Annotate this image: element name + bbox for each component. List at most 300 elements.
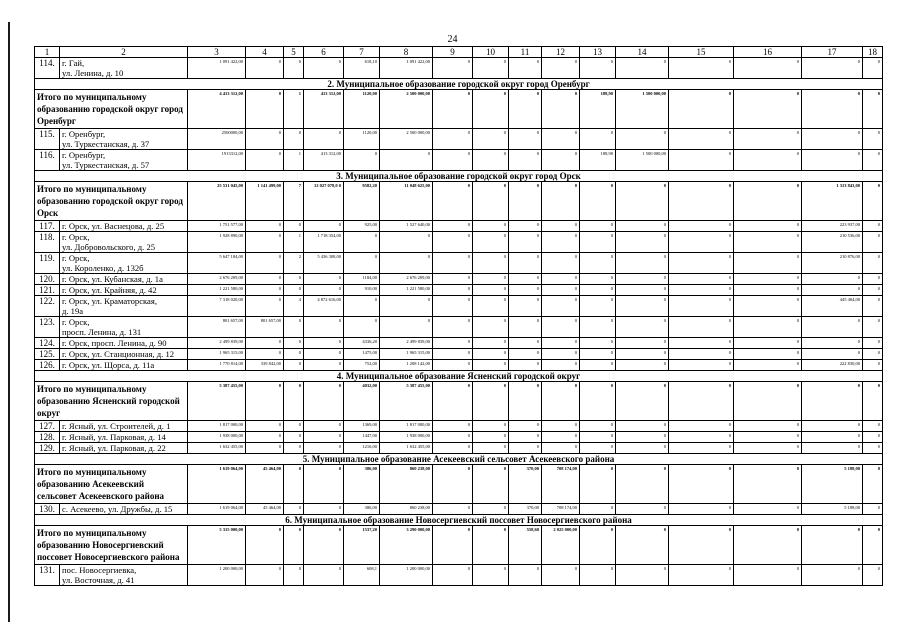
value-cell: 0 (246, 150, 284, 171)
value-cell: 0 (616, 349, 669, 360)
address-cell (60, 504, 188, 515)
value-cell: 0 (542, 150, 580, 171)
address-cell (60, 58, 188, 79)
value-cell: 1 751 577,00 (188, 221, 246, 232)
value-cell: 0 (344, 317, 380, 338)
value-cell: 0 (246, 274, 284, 285)
value-cell: 0 (473, 382, 509, 421)
value-cell: 0 (616, 253, 669, 274)
value-cell: 0 (734, 443, 802, 454)
value-cell: 0 (734, 232, 802, 253)
value-cell: 9582,20 (344, 182, 380, 221)
value-cell: 0 (304, 274, 344, 285)
value-cell: 0 (509, 274, 542, 285)
column-number: 10 (473, 47, 509, 58)
value-cell: 0 (246, 129, 284, 150)
address-cell (60, 285, 188, 296)
value-cell: 0 (473, 360, 509, 371)
value-cell: 0 (246, 443, 284, 454)
value-cell: 0 (509, 349, 542, 360)
value-cell: 0 (473, 90, 509, 129)
value-cell: 0 (380, 150, 433, 171)
value-cell: 0 (304, 443, 344, 454)
table-row (35, 443, 883, 454)
subtotal-label: Итого по муниципальному образованию Асекеевский сельсовет Асекеевского района (35, 465, 188, 504)
column-number: 1 (35, 47, 60, 58)
value-cell: 0 (669, 274, 734, 285)
value-cell: 910,00 (344, 285, 380, 296)
value-cell: 0 (802, 317, 863, 338)
value-cell: 413 312,00 (304, 90, 344, 129)
value-cell: 0 (863, 182, 883, 221)
value-cell: 0 (802, 443, 863, 454)
value-cell: 4032,00 (344, 382, 380, 421)
column-number: 15 (669, 47, 734, 58)
value-cell: 0 (509, 338, 542, 349)
subtotal-label: Итого по муниципальному образованию Ясненский городской округ (35, 382, 188, 421)
section-title: 6. Муниципальное образование Новосергиевский поссовет Новосергиевского района (35, 515, 883, 526)
value-cell: 0 (863, 338, 883, 349)
value-cell: 1 200 000,00 (188, 565, 246, 586)
table-row (35, 221, 883, 232)
value-cell: 0 (734, 274, 802, 285)
value-cell: 0 (669, 349, 734, 360)
column-number: 18 (863, 47, 883, 58)
value-cell: 0 (473, 150, 509, 171)
value-cell: 0 (433, 90, 473, 129)
column-number: 8 (380, 47, 433, 58)
value-cell: 0 (734, 465, 802, 504)
value-cell: 0 (344, 232, 380, 253)
value-cell: 0 (509, 129, 542, 150)
value-cell: 0 (433, 232, 473, 253)
value-cell: 0 (734, 317, 802, 338)
value-cell: 0 (580, 253, 616, 274)
subtotal-row (35, 465, 883, 504)
value-cell: 0 (433, 432, 473, 443)
value-cell: 0 (304, 504, 344, 515)
address-cell (60, 150, 188, 171)
value-cell: 0 (304, 317, 344, 338)
value-cell: 0 (509, 232, 542, 253)
value-cell: 0 (580, 338, 616, 349)
table-row (35, 129, 883, 150)
address-line: д. 19а (62, 306, 84, 316)
value-cell: 5 387 455,00 (380, 382, 433, 421)
value-cell: 0 (433, 285, 473, 296)
value-cell: 0 (509, 182, 542, 221)
value-cell: 0 (616, 232, 669, 253)
subtotal-row (35, 382, 883, 421)
value-cell: 0 (802, 129, 863, 150)
value-cell: 1 500 000,00 (616, 90, 669, 129)
value-cell: 0 (542, 421, 580, 432)
value-cell: 0 (580, 382, 616, 421)
value-cell: 708 174,00 (542, 465, 580, 504)
value-cell: 0 (304, 129, 344, 150)
section-heading-row (35, 454, 883, 465)
value-cell: 0 (509, 382, 542, 421)
value-cell: 0 (509, 565, 542, 586)
value-cell: 0 (542, 274, 580, 285)
value-cell: 0 (542, 349, 580, 360)
value-cell: 0 (863, 221, 883, 232)
value-cell: 0 (616, 360, 669, 371)
value-cell: 0 (509, 421, 542, 432)
value-cell: 0 (734, 432, 802, 443)
value-cell: 0 (509, 360, 542, 371)
section-heading-row (35, 171, 883, 182)
value-cell: 0 (473, 526, 509, 565)
address-cell (60, 432, 188, 443)
address-line: г. Ясный, ул. Строителей, д. 1 (62, 421, 171, 431)
address-line: пос. Новосергиевка, (62, 565, 137, 575)
column-number: 14 (616, 47, 669, 58)
value-cell: 0 (542, 360, 580, 371)
address-line: г. Орск, просп. Ленина, д. 90 (62, 338, 167, 348)
value-cell: 0 (246, 285, 284, 296)
value-cell: 1 141 499,00 (246, 182, 284, 221)
value-cell: 2 (284, 253, 304, 274)
value-cell: 2 676 209,00 (188, 274, 246, 285)
value-cell: 0 (669, 443, 734, 454)
value-cell: 0 (616, 338, 669, 349)
value-cell: 0 (284, 274, 304, 285)
value-cell: 0 (304, 285, 344, 296)
value-cell: 708 174,00 (542, 504, 580, 515)
value-cell: 0 (580, 58, 616, 79)
value-cell: 0 (580, 443, 616, 454)
section-heading-row (35, 79, 883, 90)
value-cell: 0 (616, 382, 669, 421)
value-cell: 210 876,00 (802, 253, 863, 274)
value-cell: 0 (580, 274, 616, 285)
value-cell: 210 536,00 (802, 232, 863, 253)
value-cell: 0 (669, 317, 734, 338)
value-cell: 0 (433, 221, 473, 232)
value-cell: 0 (802, 421, 863, 432)
value-cell: 0 (580, 526, 616, 565)
value-cell: 0 (734, 421, 802, 432)
value-cell: 2 676 209,00 (380, 274, 433, 285)
value-cell: 0 (246, 232, 284, 253)
value-cell: 0 (802, 382, 863, 421)
value-cell: 860 238,00 (380, 504, 433, 515)
value-cell: 0 (509, 150, 542, 171)
value-cell: 0 (802, 274, 863, 285)
value-cell: 0 (380, 296, 433, 317)
value-cell: 0 (863, 504, 883, 515)
value-cell: 0 (380, 253, 433, 274)
value-cell: 0 (304, 565, 344, 586)
value-cell: 0 (802, 526, 863, 565)
value-cell: 1 200 000,00 (380, 565, 433, 586)
column-number: 6 (304, 47, 344, 58)
subtotal-row (35, 526, 883, 565)
value-cell: 0 (284, 465, 304, 504)
column-number: 2 (60, 47, 188, 58)
value-cell: 1475,00 (344, 349, 380, 360)
value-cell: 1216,00 (344, 443, 380, 454)
value-cell: 0 (380, 317, 433, 338)
value-cell: 45 464,00 (246, 504, 284, 515)
value-cell: 0 (246, 421, 284, 432)
value-cell: 0 (542, 443, 580, 454)
value-cell: 0 (304, 349, 344, 360)
value-cell: 0 (304, 526, 344, 565)
value-cell: 0 (616, 443, 669, 454)
value-cell: 0 (669, 285, 734, 296)
data-table (34, 46, 883, 586)
table-row (35, 274, 883, 285)
table-row (35, 338, 883, 349)
value-cell: 0 (734, 253, 802, 274)
address-line: ул. Туркестанская, д. 37 (62, 139, 150, 149)
value-cell: 1 965 315,00 (380, 349, 433, 360)
value-cell: 1 938 000,00 (188, 432, 246, 443)
row-number: 114. (35, 58, 60, 79)
column-number: 11 (509, 47, 542, 58)
value-cell: 0 (473, 296, 509, 317)
value-cell: 0 (580, 221, 616, 232)
address-cell (60, 296, 188, 317)
value-cell: 0 (284, 443, 304, 454)
value-cell: 0 (284, 382, 304, 421)
value-cell: 0 (802, 285, 863, 296)
value-cell: 0 (304, 421, 344, 432)
value-cell: 0 (246, 253, 284, 274)
value-cell: 4336,20 (344, 338, 380, 349)
value-cell: 801 657,00 (246, 317, 284, 338)
value-cell: 0 (284, 338, 304, 349)
value-cell: 0 (246, 296, 284, 317)
address-line: г. Орск, ул. Васнецова, д. 25 (62, 221, 165, 231)
value-cell: 0 (669, 421, 734, 432)
value-cell: 0 (344, 253, 380, 274)
value-cell: 0 (433, 253, 473, 274)
value-cell: 0 (863, 443, 883, 454)
value-cell: 1 770 814,00 (188, 360, 246, 371)
address-cell (60, 129, 188, 150)
value-cell: 0 (669, 182, 734, 221)
value-cell: 0 (734, 129, 802, 150)
value-cell: 0 (802, 432, 863, 443)
value-cell: 413 312,00 (304, 150, 344, 171)
value-cell: 801 657,00 (188, 317, 246, 338)
value-cell: 5 188,00 (802, 465, 863, 504)
value-cell: 370,00 (509, 465, 542, 504)
value-cell: 752,00 (344, 360, 380, 371)
value-cell: 0 (473, 221, 509, 232)
value-cell: 0 (542, 338, 580, 349)
subtotal-row (35, 182, 883, 221)
value-cell: 4 872 616,00 (304, 296, 344, 317)
value-cell: 0 (863, 382, 883, 421)
address-line: г. Ясный, ул. Парковая, д. 22 (62, 443, 166, 453)
value-cell: 0 (473, 565, 509, 586)
value-cell: 0 (863, 360, 883, 371)
value-cell: 2 025 000,00 (542, 526, 580, 565)
address-cell (60, 349, 188, 360)
value-cell: 223 937,00 (802, 221, 863, 232)
value-cell: 0 (669, 338, 734, 349)
column-number: 16 (734, 47, 802, 58)
value-cell: 0 (669, 221, 734, 232)
value-cell: 0 (284, 58, 304, 79)
value-cell: 0 (304, 360, 344, 371)
subtotal-label: Итого по муниципальному образованию Новосергиевский поссовет Новосергиевского района (35, 526, 188, 565)
value-cell: 0 (863, 58, 883, 79)
value-cell: 0 (863, 285, 883, 296)
value-cell: 0 (304, 221, 344, 232)
value-cell: 0 (246, 565, 284, 586)
value-cell: 0 (616, 504, 669, 515)
address-cell (60, 360, 188, 371)
value-cell: 0 (580, 565, 616, 586)
value-cell: 0 (734, 526, 802, 565)
table-row (35, 150, 883, 171)
value-cell: 386,00 (344, 504, 380, 515)
value-cell: 0 (246, 382, 284, 421)
value-cell: 0 (863, 526, 883, 565)
value-cell: 1537,20 (344, 526, 380, 565)
value-cell: 0 (246, 432, 284, 443)
value-cell: 1 632 455,00 (380, 443, 433, 454)
value-cell: 222 830,00 (802, 360, 863, 371)
value-cell: 0 (433, 129, 473, 150)
value-cell: 0 (542, 182, 580, 221)
value-cell: 0 (284, 129, 304, 150)
value-cell: 2 500 000,00 (380, 129, 433, 150)
table-row (35, 360, 883, 371)
address-line: ул. Короленко, д. 132б (62, 263, 144, 273)
value-cell: 0 (509, 296, 542, 317)
row-number: 128. (35, 432, 60, 443)
subtotal-label: Итого по муниципальному образованию городской округ город Орск (35, 182, 188, 221)
address-line: ул. Туркестанская, д. 57 (62, 160, 150, 170)
value-cell: 0 (616, 182, 669, 221)
value-cell: 0 (734, 504, 802, 515)
value-cell: 0 (802, 90, 863, 129)
value-cell: 0 (734, 221, 802, 232)
address-cell (60, 221, 188, 232)
address-cell (60, 253, 188, 274)
value-cell: 7 (284, 182, 304, 221)
value-cell: 0 (433, 421, 473, 432)
value-cell: 0 (580, 317, 616, 338)
address-line: ул. Добровольского, д. 25 (62, 242, 156, 252)
address-line: г. Орск, ул. Крайняя, д. 42 (62, 285, 157, 295)
value-cell: 0 (734, 382, 802, 421)
value-cell: 558,60 (509, 526, 542, 565)
section-title: 3. Муниципальное образование городской округ город Орск (35, 171, 883, 182)
value-cell: 0 (802, 565, 863, 586)
subtotal-row (35, 90, 883, 129)
value-cell: 0 (284, 504, 304, 515)
value-cell: 0 (669, 253, 734, 274)
value-cell: 0 (473, 349, 509, 360)
section-title: 2. Муниципальное образование городской округ город Оренбург (35, 79, 883, 90)
value-cell: 0 (304, 432, 344, 443)
address-cell (60, 443, 188, 454)
address-cell (60, 338, 188, 349)
value-cell: 0 (284, 317, 304, 338)
value-cell: 0 (284, 349, 304, 360)
value-cell: 188,90 (580, 90, 616, 129)
address-line: г. Ясный, ул. Парковая, д. 14 (62, 432, 166, 442)
table-row (35, 253, 883, 274)
table-row (35, 232, 883, 253)
table-row (35, 504, 883, 515)
value-cell: 0 (473, 129, 509, 150)
table-row (35, 421, 883, 432)
value-cell: 0 (509, 90, 542, 129)
value-cell: 0 (863, 129, 883, 150)
value-cell: 0 (284, 221, 304, 232)
row-number: 130. (35, 504, 60, 515)
value-cell: 0 (433, 150, 473, 171)
value-cell: 445 404,00 (802, 296, 863, 317)
value-cell: 0 (734, 296, 802, 317)
value-cell: 0 (246, 349, 284, 360)
column-number: 7 (344, 47, 380, 58)
value-cell: 0 (509, 221, 542, 232)
value-cell: 0 (473, 338, 509, 349)
value-cell: 1 (284, 150, 304, 171)
value-cell: 1 965 315,00 (188, 349, 246, 360)
value-cell: 0 (542, 285, 580, 296)
value-cell: 0 (669, 129, 734, 150)
value-cell: 0 (616, 285, 669, 296)
value-cell: 0 (433, 382, 473, 421)
value-cell: 0 (284, 360, 304, 371)
value-cell: 0 (669, 150, 734, 171)
column-number: 12 (542, 47, 580, 58)
value-cell: 0 (473, 232, 509, 253)
value-cell: 0 (669, 90, 734, 129)
value-cell: 0 (304, 58, 344, 79)
address-line: ул. Восточная, д. 41 (62, 575, 135, 585)
value-cell: 1 619 064,00 (188, 504, 246, 515)
value-cell: 0 (734, 58, 802, 79)
value-cell: 0 (863, 296, 883, 317)
value-cell: 0 (580, 465, 616, 504)
address-line: г. Орск, ул. Краматорская, (62, 296, 157, 306)
value-cell: 0 (473, 421, 509, 432)
value-cell: 25 531 045,00 (188, 182, 246, 221)
value-cell: 0 (473, 285, 509, 296)
section-heading-row (35, 371, 883, 382)
value-cell: 0 (509, 285, 542, 296)
value-cell: 2 499 839,00 (380, 338, 433, 349)
value-cell: 1369,00 (344, 421, 380, 432)
value-cell: 1913312,00 (188, 150, 246, 171)
value-cell: 0 (616, 296, 669, 317)
value-cell: 0 (734, 150, 802, 171)
value-cell: 0 (734, 349, 802, 360)
value-cell: 0 (802, 349, 863, 360)
value-cell: 1 938 000,00 (380, 432, 433, 443)
row-number: 122. (35, 296, 60, 317)
table-row (35, 349, 883, 360)
value-cell: 0 (580, 360, 616, 371)
value-cell: 0 (734, 565, 802, 586)
value-cell: 0 (580, 432, 616, 443)
column-number: 4 (246, 47, 284, 58)
table-row (35, 317, 883, 338)
value-cell: 0 (863, 465, 883, 504)
value-cell: 0 (580, 232, 616, 253)
